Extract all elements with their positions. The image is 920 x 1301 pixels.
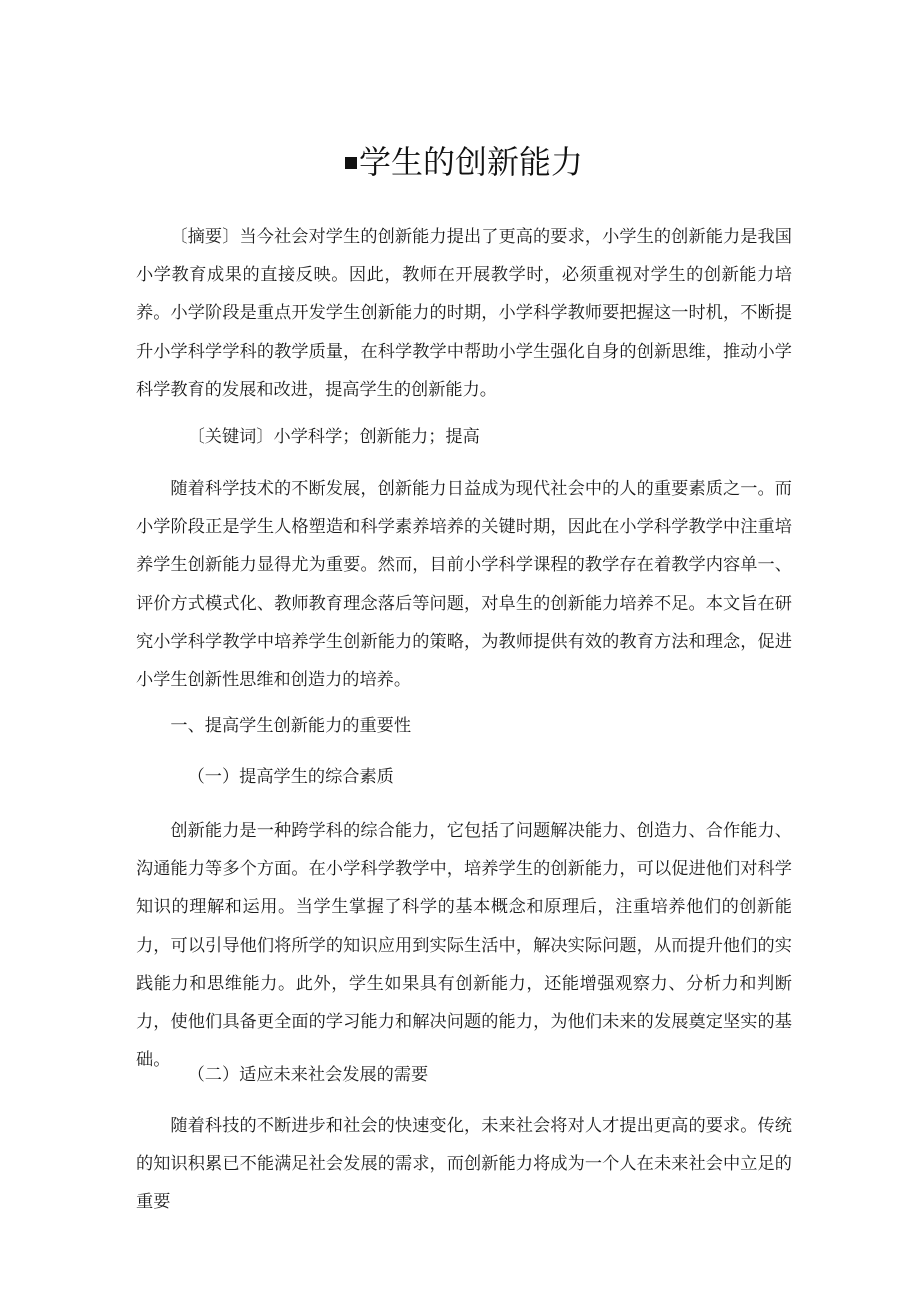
title-marker-icon <box>345 157 357 169</box>
intro-paragraph: 随着科学技术的不断发展，创新能力日益成为现代社会中的人的重要素质之一。而小学阶段正是学生人格塑造和科学素养培养的关键时期，因此在小学科学教学中注重培养学生创新能力显得尤为重要。然而，目前小学科学课程的教学存在着教学内容单一、评价方式模式化、教师教育理念落后等问题，对阜生的创新能力培养不足。本文旨在研究小学科学教学中培养学生创新能力的策略，为教师提供有效的教育方法和理念，促进小学生创新性思维和创造力的培养。 <box>136 479 792 691</box>
section-heading-1: 一、提高学生创新能力的重要性 <box>170 716 412 736</box>
subsection-1-paragraph: 创新能力是一种跨学科的综合能力，它包括了问题解决能力、创造力、合作能力、沟通能力等多个方面。在小学科学教学中，培养学生的创新能力，可以促进他们对科学知识的理解和运用。当学生掌握了科学的基本概念和原理后，注重培养他们的创新能力，可以引导他们将所学的知识应用到实际生活中，解决实际问题，从而提升他们的实践能力和思维能力。此外，学生如果具有创新能力，还能增强观察力、分析力和判断力，使他们具备更全面的学习能力和解决问题的能力，为他们未来的发展奠定坚实的基础。 <box>136 821 792 1071</box>
title-text: 学生的创新能力 <box>358 143 583 181</box>
subsection-2-paragraph: 随着科技的不断进步和社会的快速变化，未来社会将对人才提出更高的要求。传统的知识积累已不能满足社会发展的需求，而创新能力将成为一个人在未来社会中立足的重要 <box>136 1116 792 1213</box>
keywords-line: 〔关键词〕小学科学；创新能力；提高 <box>187 427 480 447</box>
subsection-heading-1: （一）提高学生的综合素质 <box>187 767 394 787</box>
abstract-paragraph: 〔摘要〕当今社会对学生的创新能力提出了更高的要求，小学生的创新能力是我国小学教育成果的直接反映。因此，教师在开展教学时，必须重视对学生的创新能力培养。小学阶段是重点开发学生创新能力的时期，小学科学教师要把握这一时机，不断提升小学科学学科的教学质量，在科学教学中帮助小学生强化自身的创新思维，推动小学科学教育的发展和改进，提高学生的创新能力。 <box>136 227 792 400</box>
subsection-heading-2: （二）适应未来社会发展的需要 <box>187 1065 429 1085</box>
document-title <box>136 140 792 184</box>
